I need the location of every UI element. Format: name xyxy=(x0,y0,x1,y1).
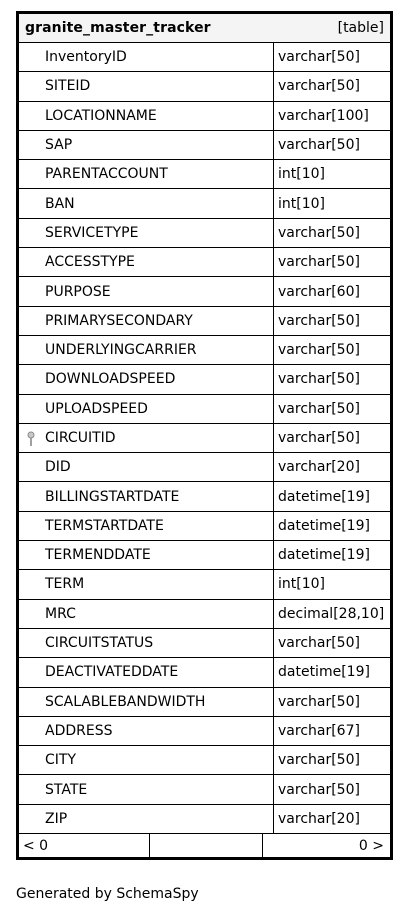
column-type: datetime[19] xyxy=(278,488,370,505)
column-name: SERVICETYPE xyxy=(45,224,139,241)
column-name: DEACTIVATEDDATE xyxy=(45,664,179,681)
parents-count[interactable]: < 0 xyxy=(19,834,150,857)
table-row[interactable] xyxy=(19,72,390,101)
column-name: ACCESSTYPE xyxy=(45,254,135,271)
column-name: BAN xyxy=(45,195,75,212)
column-name-cell xyxy=(19,365,274,393)
column-name-cell xyxy=(19,336,274,364)
column-type: int[10] xyxy=(278,576,325,593)
table-row[interactable] xyxy=(19,746,390,775)
column-name: LOCATIONNAME xyxy=(45,107,157,124)
column-name-cell xyxy=(19,248,274,276)
column-name-cell xyxy=(19,600,274,628)
column-name: BILLINGSTARTDATE xyxy=(45,488,180,505)
column-name: PARENTACCOUNT xyxy=(45,166,168,183)
column-name-cell xyxy=(19,746,274,774)
column-name: DID xyxy=(45,459,71,476)
column-type: int[10] xyxy=(278,166,325,183)
column-name: ADDRESS xyxy=(45,722,113,739)
column-type: varchar[50] xyxy=(278,752,360,769)
column-name: TERM xyxy=(45,576,85,593)
column-name: PRIMARYSECONDARY xyxy=(45,312,193,329)
key-icon xyxy=(27,431,35,447)
table-row[interactable] xyxy=(19,102,390,131)
column-type: datetime[19] xyxy=(278,664,370,681)
table-name[interactable]: granite_master_tracker xyxy=(25,20,211,36)
column-name-cell xyxy=(19,102,274,130)
column-name-cell xyxy=(19,805,274,833)
column-name-cell xyxy=(19,570,274,598)
column-type: varchar[20] xyxy=(278,459,360,476)
column-list xyxy=(19,43,390,834)
table-row[interactable] xyxy=(19,688,390,717)
column-name-cell xyxy=(19,72,274,100)
table-row[interactable] xyxy=(19,717,390,746)
column-type: datetime[19] xyxy=(278,547,370,564)
column-name: InventoryID xyxy=(45,49,127,66)
table-row[interactable] xyxy=(19,248,390,277)
table-row[interactable] xyxy=(19,629,390,658)
column-type: varchar[50] xyxy=(278,49,360,66)
column-name: ZIP xyxy=(45,810,68,827)
column-type: varchar[50] xyxy=(278,371,360,388)
table-row[interactable] xyxy=(19,453,390,482)
footer-spacer xyxy=(150,834,263,857)
table-row[interactable] xyxy=(19,805,390,834)
column-type: int[10] xyxy=(278,195,325,212)
column-name: SITEID xyxy=(45,78,91,95)
column-type: varchar[50] xyxy=(278,693,360,710)
table-type-label: [table] xyxy=(337,20,384,36)
table-row[interactable] xyxy=(19,160,390,189)
column-name-cell xyxy=(19,482,274,510)
table-row[interactable] xyxy=(19,541,390,570)
table-row[interactable] xyxy=(19,365,390,394)
column-name-cell xyxy=(19,189,274,217)
table-row[interactable] xyxy=(19,336,390,365)
table-row[interactable] xyxy=(19,658,390,687)
column-type: varchar[50] xyxy=(278,342,360,359)
column-name-cell xyxy=(19,277,274,305)
table-row[interactable] xyxy=(19,570,390,599)
table-row[interactable] xyxy=(19,277,390,306)
column-name-cell xyxy=(19,512,274,540)
table-row[interactable] xyxy=(19,482,390,511)
column-name-cell xyxy=(19,717,274,745)
column-name-cell xyxy=(19,160,274,188)
table-row[interactable] xyxy=(19,775,390,804)
column-name: TERMENDDATE xyxy=(45,547,151,564)
table-row[interactable] xyxy=(19,512,390,541)
column-name-cell xyxy=(19,453,274,481)
column-name-cell xyxy=(19,131,274,159)
table-row[interactable] xyxy=(19,395,390,424)
column-name: DOWNLOADSPEED xyxy=(45,371,176,388)
column-name: SAP xyxy=(45,137,73,154)
column-name: TERMSTARTDATE xyxy=(45,517,164,534)
column-name: PURPOSE xyxy=(45,283,111,300)
table-footer xyxy=(19,834,390,857)
table-row[interactable] xyxy=(19,43,390,72)
column-name: SCALABLEBANDWIDTH xyxy=(45,693,206,710)
column-type: varchar[50] xyxy=(278,635,360,652)
column-type: decimal[28,10] xyxy=(278,605,385,622)
column-type: varchar[60] xyxy=(278,283,360,300)
column-type: varchar[20] xyxy=(278,810,360,827)
table-header xyxy=(19,14,390,43)
column-name: UNDERLYINGCARRIER xyxy=(45,342,197,359)
column-type: varchar[50] xyxy=(278,781,360,798)
column-type: varchar[50] xyxy=(278,312,360,329)
column-name: STATE xyxy=(45,781,88,798)
column-name: CITY xyxy=(45,752,77,769)
column-name: CIRCUITID xyxy=(45,430,116,446)
column-type: varchar[50] xyxy=(278,78,360,95)
column-type: varchar[100] xyxy=(278,107,369,124)
column-type: varchar[50] xyxy=(278,254,360,271)
column-type: varchar[50] xyxy=(278,400,360,417)
column-name: UPLOADSPEED xyxy=(45,400,148,417)
children-count[interactable]: 0 > xyxy=(358,837,384,854)
generated-by-text: Generated by SchemaSpy xyxy=(16,886,199,902)
column-name-cell xyxy=(19,395,274,423)
table-row[interactable] xyxy=(19,131,390,160)
column-name: MRC xyxy=(45,605,76,622)
column-type: datetime[19] xyxy=(278,517,370,534)
column-name-cell xyxy=(19,658,274,686)
table-row[interactable] xyxy=(19,307,390,336)
column-name-cell xyxy=(19,307,274,335)
column-type: varchar[67] xyxy=(278,722,360,739)
column-name-cell xyxy=(19,219,274,247)
column-name: CIRCUITSTATUS xyxy=(45,635,154,652)
column-name-cell xyxy=(19,541,274,569)
table-row[interactable] xyxy=(19,219,390,248)
table-row[interactable] xyxy=(19,600,390,629)
column-name-cell xyxy=(19,424,274,452)
column-type: varchar[50] xyxy=(278,137,360,154)
column-name-cell xyxy=(19,775,274,803)
column-type: varchar[50] xyxy=(278,224,360,241)
table-box[interactable] xyxy=(16,11,393,860)
column-name-cell xyxy=(19,688,274,716)
column-type: varchar[50] xyxy=(278,430,360,446)
column-name-cell xyxy=(19,629,274,657)
table-row[interactable] xyxy=(19,189,390,218)
column-name-cell xyxy=(19,43,274,71)
table-row[interactable] xyxy=(19,424,390,453)
